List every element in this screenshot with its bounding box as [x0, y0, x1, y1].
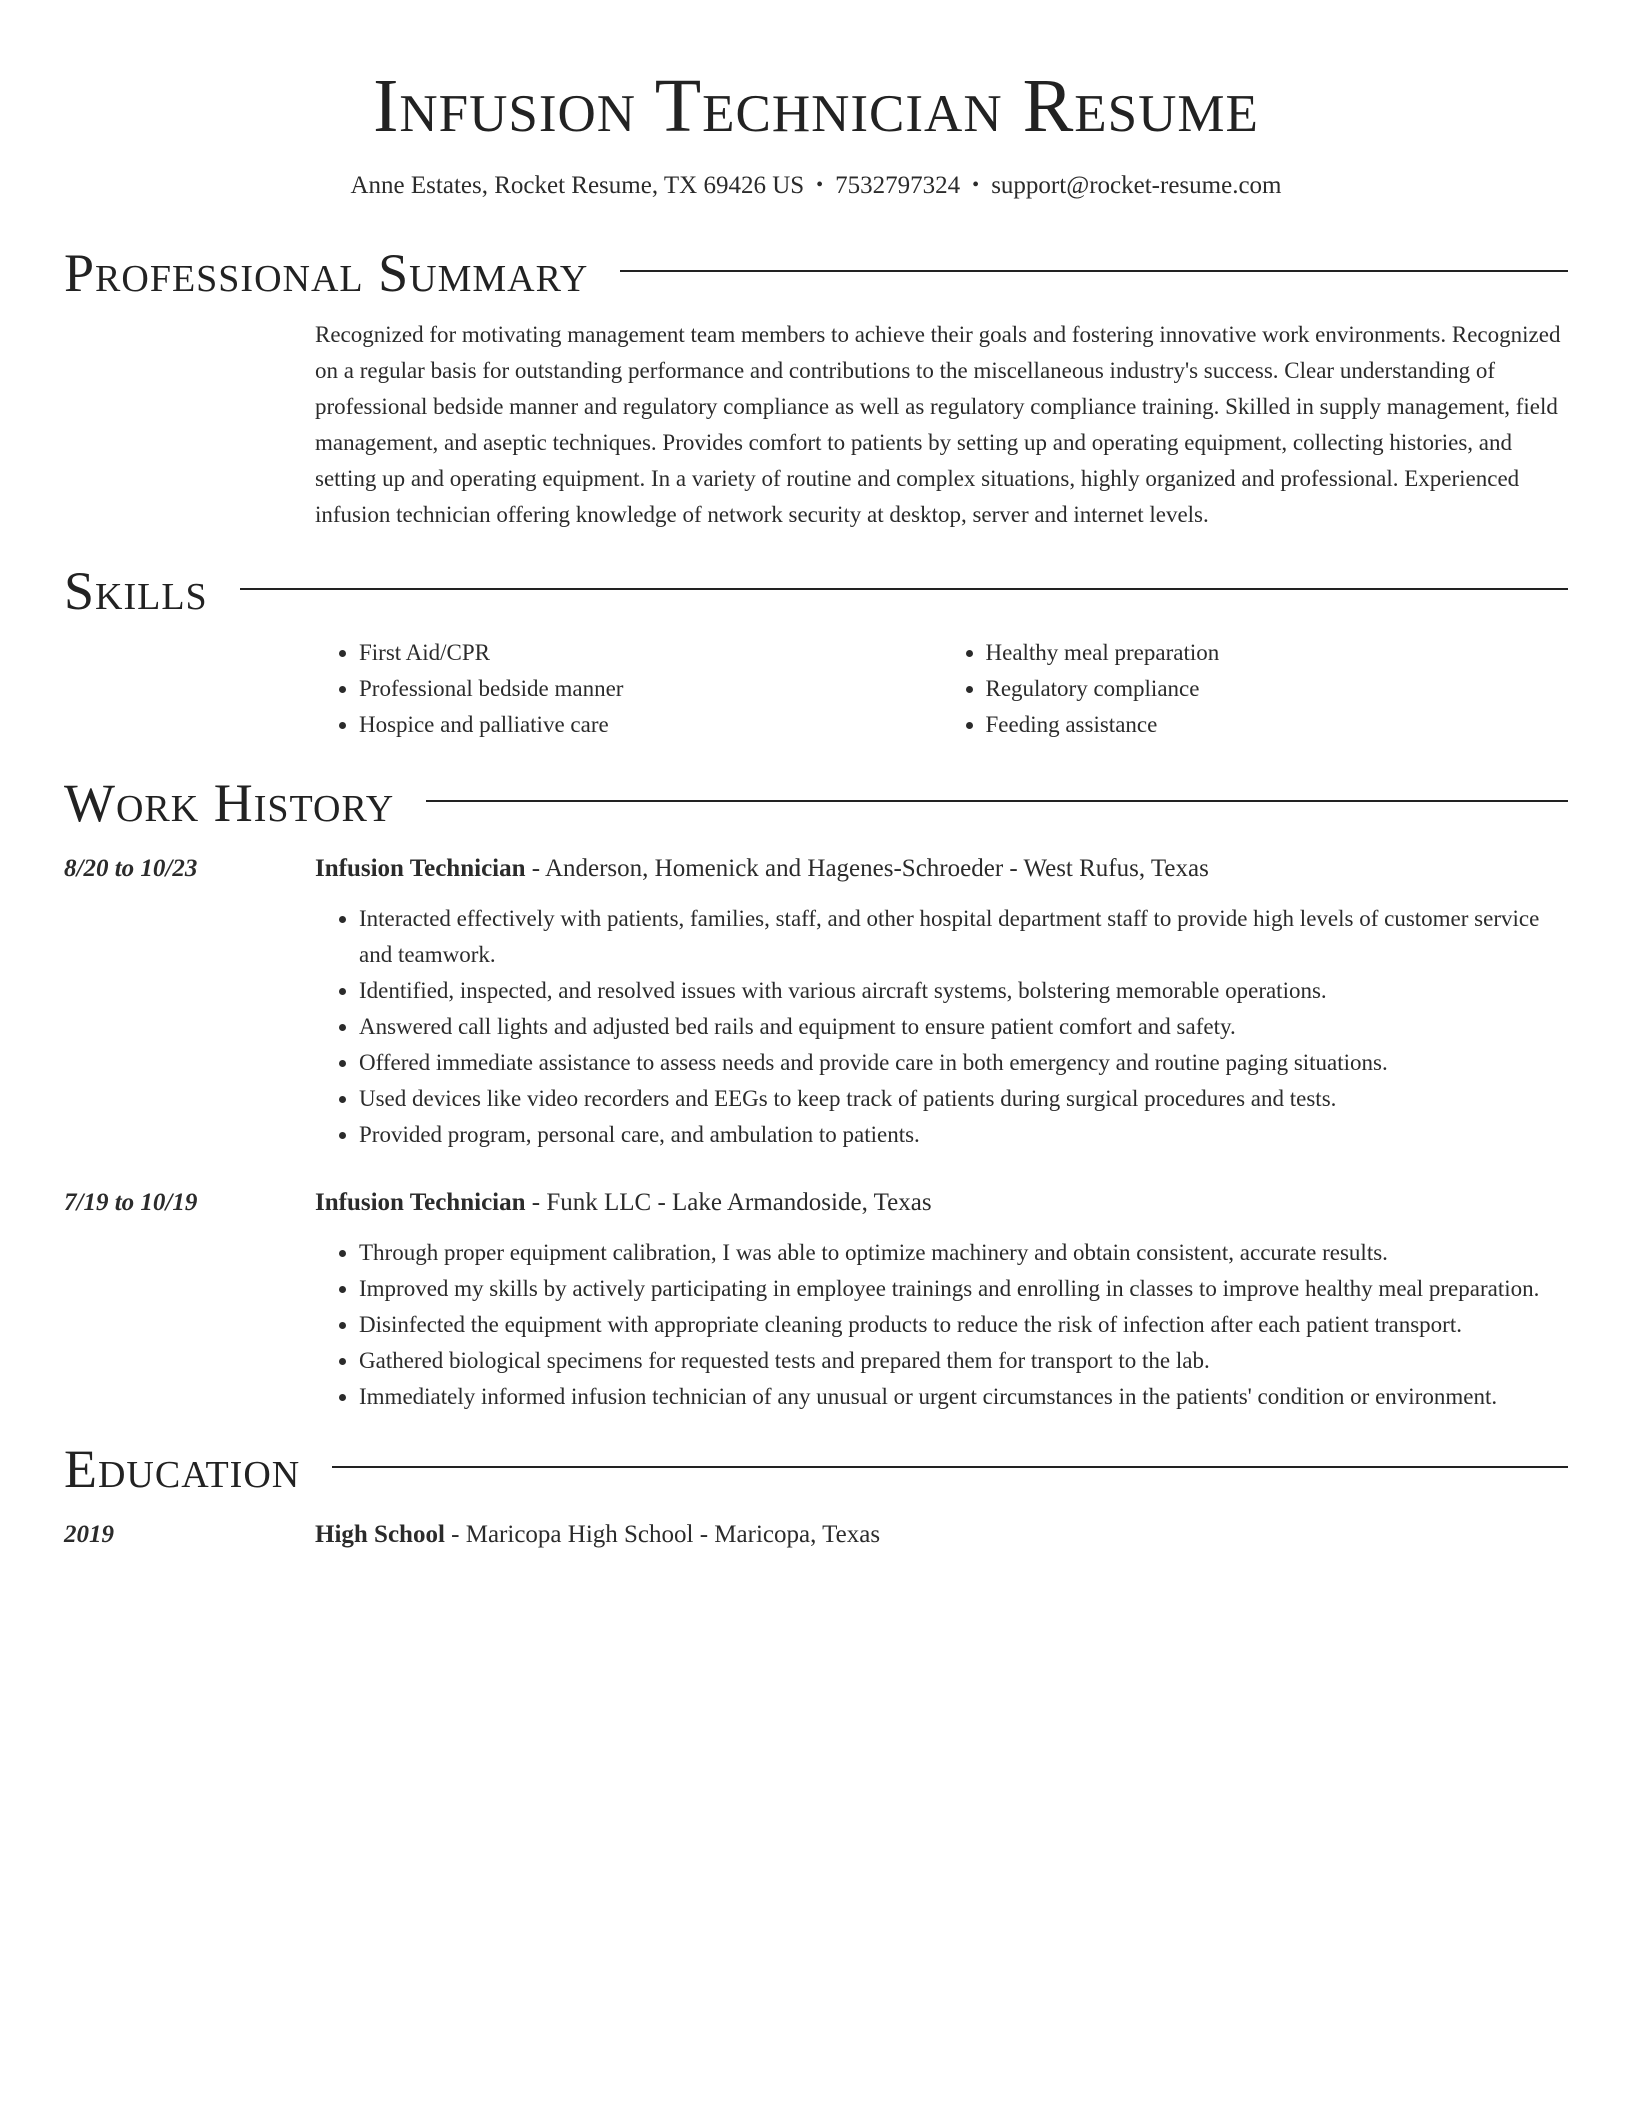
skills-header	[64, 559, 1568, 623]
contact-phone: 7532797324	[835, 172, 961, 199]
education-section	[64, 1437, 1568, 1553]
education-dates: 2019	[64, 1521, 114, 1548]
skills-section	[64, 559, 1568, 743]
job-bullet: • Provided program, personal care, and ambulation to patients.	[359, 1117, 1568, 1153]
job-bullet: • Gathered biological specimens for requested tests and prepared them for transport to the lab.	[359, 1343, 1568, 1379]
resume-page	[64, 0, 1568, 1553]
section-divider	[620, 270, 1568, 272]
job-entry	[64, 851, 1568, 1153]
skills-heading: Skills	[64, 561, 208, 621]
job-bullet: • Disinfected the equipment with appropriate cleaning products to reduce the risk of infection after each patient transport.	[359, 1307, 1568, 1343]
resume-title: Infusion Technician Resume	[373, 64, 1259, 148]
skills-grid	[315, 635, 1568, 743]
contact-line	[64, 170, 1568, 203]
summary-section	[64, 241, 1568, 533]
skill-item: • Regulatory compliance	[986, 671, 1569, 707]
job-bullets	[315, 1235, 1568, 1415]
bullet-separator: •	[816, 174, 824, 196]
skill-item: • Hospice and palliative care	[359, 707, 942, 743]
skill-item: • Feeding assistance	[986, 707, 1569, 743]
skill-item: • Healthy meal preparation	[986, 635, 1569, 671]
job-details: - Anderson, Homenick and Hagenes-Schroeder - West Rufus, Texas	[525, 855, 1209, 882]
summary-text: Recognized for motivating management team members to achieve their goals and fostering innovative work environments. Recognized on a regular basis for outstanding performance and contributions to the miscellaneous industry's success. Clear understanding of professional bedside manner and regulatory compliance as well as regulatory compliance training. Skilled in supply management, field management, and aseptic techniques. Provides comfort to patients by setting up and operating equipment, collecting histories, and setting up and operating equipment. In a variety of routine and complex situations, highly organized and professional. Experienced infusion technician offering knowledge of network security at desktop, server and internet levels.	[315, 322, 1561, 527]
job-bullet: • Answered call lights and adjusted bed rails and equipment to ensure patient comfort and safety.	[359, 1009, 1568, 1045]
job-role: Infusion Technician	[315, 1189, 526, 1216]
skills-list-left	[315, 635, 942, 743]
job-bullet: • Identified, inspected, and resolved issues with various aircraft systems, bolstering memorable operations.	[359, 973, 1568, 1009]
contact-email: support@rocket-resume.com	[991, 172, 1282, 199]
skill-item: • Professional bedside manner	[359, 671, 942, 707]
summary-header	[64, 241, 1568, 305]
job-dates: 8/20 to 10/23	[64, 855, 198, 882]
section-divider	[240, 588, 1568, 590]
summary-body	[315, 317, 1568, 533]
education-header-line	[315, 1517, 1568, 1553]
skills-list-right	[942, 635, 1569, 743]
work-header	[64, 771, 1568, 835]
job-bullet: • Used devices like video recorders and EEGs to keep track of patients during surgical procedures and tests.	[359, 1081, 1568, 1117]
education-details: - Maricopa High School - Maricopa, Texas	[444, 1521, 881, 1548]
work-heading: Work History	[64, 773, 395, 833]
job-entry	[64, 1185, 1568, 1415]
bullet-separator: •	[972, 174, 980, 196]
job-bullets	[315, 901, 1568, 1153]
education-header	[64, 1437, 1568, 1501]
skill-item: • First Aid/CPR	[359, 635, 942, 671]
job-dates: 7/19 to 10/19	[64, 1189, 198, 1216]
education-entry	[64, 1517, 1568, 1553]
section-divider	[332, 1466, 1568, 1468]
job-bullet: • Through proper equipment calibration, I was able to optimize machinery and obtain consistent, accurate results.	[359, 1235, 1568, 1271]
job-header	[315, 851, 1568, 887]
contact-address: Anne Estates, Rocket Resume, TX 69426 US	[350, 172, 805, 199]
job-bullet: • Immediately informed infusion technician of any unusual or urgent circumstances in the patients' condition or environment.	[359, 1379, 1568, 1415]
job-bullet: • Interacted effectively with patients, families, staff, and other hospital department staff to provide high levels of customer service and teamwork.	[359, 901, 1568, 973]
job-bullet: • Improved my skills by actively participating in employee trainings and enrolling in classes to improve healthy meal preparation.	[359, 1271, 1568, 1307]
education-heading: Education	[64, 1439, 301, 1499]
work-section	[64, 771, 1568, 1415]
job-details: - Funk LLC - Lake Armandoside, Texas	[525, 1189, 932, 1216]
education-degree: High School	[315, 1521, 445, 1548]
job-bullet: • Offered immediate assistance to assess needs and provide care in both emergency and routine paging situations.	[359, 1045, 1568, 1081]
section-divider	[426, 800, 1568, 802]
summary-heading: Professional Summary	[64, 243, 589, 303]
job-role: Infusion Technician	[315, 855, 526, 882]
job-header	[315, 1185, 1568, 1221]
